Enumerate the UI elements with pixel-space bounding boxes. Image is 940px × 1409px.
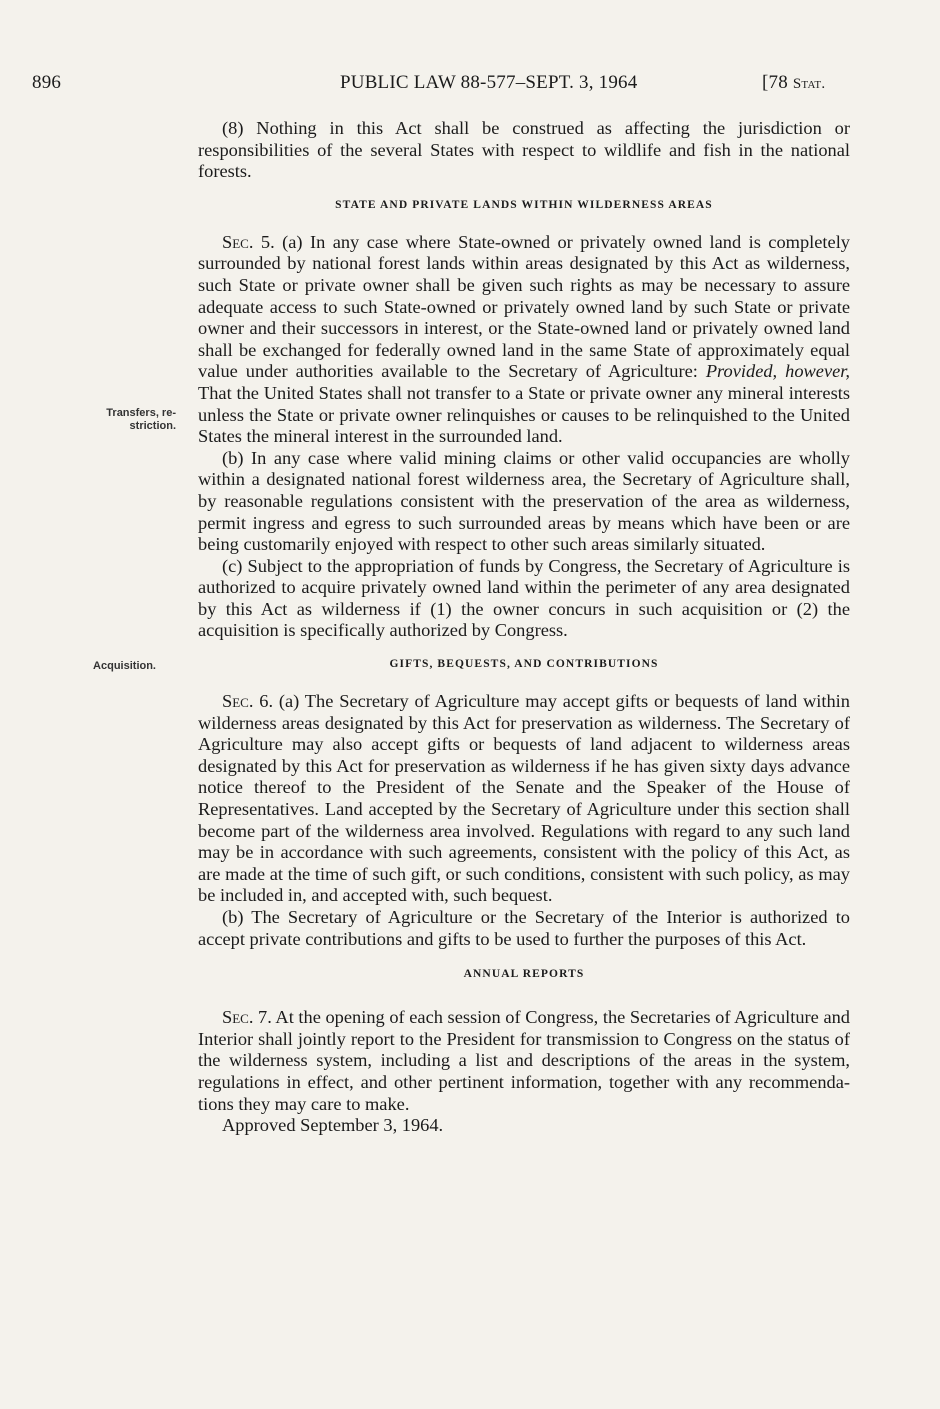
heading-annual-reports: ANNUAL REPORTS [463, 968, 585, 981]
running-title: PUBLIC LAW 88-577–SEPT. 3, 1964 [340, 72, 638, 93]
section-5a-provided: Provided, however, [705, 361, 850, 382]
volume-stat: Stat. [792, 76, 826, 92]
sidenote-acquisition: Acquisition. [93, 660, 156, 672]
section-7-label: Sec. 7. [222, 1007, 272, 1028]
section-7-text: At the opening of each session of Congress, the Secretaries of Agriculture and Interior shall jointly report to the President for transmission to Congress on the status of the wilderness system, including a list and descriptions of the areas in the system, regulations in effect, and other pertinent information, together with any recommendations they may care to make. [198, 1007, 851, 1114]
paragraph-8: (8) Nothing in this Act shall be construed as affecting the jurisdiction or responsibilities of the several States with respect to wildlife and fish in the national forests. [198, 118, 850, 182]
section-6-label: Sec. 6. [222, 691, 274, 712]
approval-date: Approved September 3, 1964. [222, 1115, 444, 1136]
main-text-column [198, 118, 850, 1137]
section-5b: (b) In any case where valid mining claims or other valid occupancies are wholly within a designated national forest wilderness area, the Secretary of Agriculture shall, by reasonable regulations consistent with the preservation of the area as wilderness, permit ingress and egress to such surrounded areas by means which have been or are being customarily enjoyed with respect to other such areas similarly situated. [198, 447, 850, 555]
sidenote-transfers-restriction [20, 407, 176, 433]
heading-state-private-lands: STATE AND PRIVATE LANDS WITHIN WILDERNESS AREAS [335, 198, 713, 211]
volume-prefix: [78 [762, 72, 793, 93]
section-5a [198, 232, 850, 448]
sidenote-transfers-line2: striction. [129, 420, 176, 432]
heading-gifts-bequests: GIFTS, BEQUESTS, AND CONTRIBUTIONS [389, 658, 659, 671]
section-6a-text: (a) The Secretary of Agriculture may accept gifts or bequests of land within wilderness areas designated by this Act for preservation as wilderness. The Secretary of Agriculture may also accept gifts or bequests of land adjacent to wilderness areas designated by this Act for preservation as wilderness if he has given sixty days advance notice thereof to the President of the Senate and the Speaker of the House of Representatives. Land accepted by the Secretary of Agriculture under this section shall become part of the wilderness area involved. Regulations with regard to any such land may be in accordance with such agreements, consistent with the policy of this Act, as are made at the time of such gift, or such conditions, consistent with such policy, as may be included in, and accepted with, such bequest. [198, 691, 850, 906]
section-6a [198, 691, 850, 907]
section-5c: (c) Subject to the appropriation of funds by Congress, the Secretary of Agriculture is authorized to acquire privately owned land within the perimeter of any area designated by this Act as wilderness if (1) the owner concurs in such acquisition or (2) the acquisition is specifically authorized by Congress. [198, 555, 850, 641]
volume-reference [762, 72, 825, 95]
section-5a-text-2: That the United States shall not transfer to a State or private owner any mineral interests unless the State or private owner relinquishes or causes to be relinquished to the United States the mineral interest in the surrounded land. [198, 382, 850, 447]
section-6b: (b) The Secretary of Agriculture or the Secretary of the Interior is authorized to accept private contributions and gifts to be used to further the purposes of this Act. [198, 907, 850, 949]
sidenote-transfers-line1: Transfers, re- [106, 407, 176, 419]
section-7 [198, 1007, 850, 1115]
section-5-label: Sec. 5. [222, 231, 275, 252]
section-5a-text-1: (a) In any case where State-owned or privately owned land is completely surrounded by national forest lands within areas designated by this Act as wilderness, such State or private owner shall be given such rights as may be necessary to assure adequate access to such State-owned or privately owned land by such State or private owner and their successors in interest, or the State-owned land or privately owned land shall be exchanged for federally owned land in the same State of approximately equal value under authorities available to the Secretary of Agriculture: [198, 231, 850, 382]
page-number: 896 [32, 72, 62, 93]
